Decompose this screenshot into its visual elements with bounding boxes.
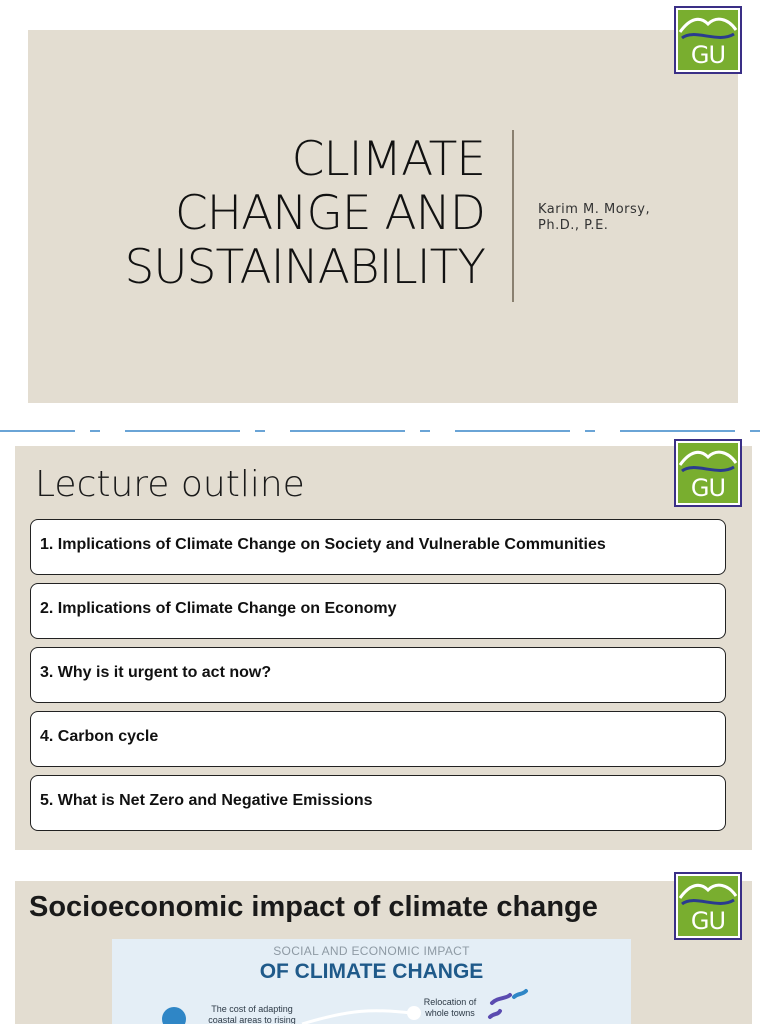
author-name: Karim M. Morsy,: [538, 202, 651, 217]
socioeconomic-slide: [15, 881, 752, 1024]
title-line-3: SUSTAINABILITY: [124, 240, 485, 295]
logo-text: GU: [690, 474, 726, 502]
socioeconomic-heading: Socioeconomic impact of climate change: [29, 891, 598, 923]
outline-item-4: 4. Carbon cycle: [30, 711, 726, 767]
infographic-caption-relocation: Relocation of whole towns: [423, 997, 477, 1018]
presentation-title: [65, 133, 485, 295]
gu-logo: [674, 6, 742, 74]
gu-logo: [674, 872, 742, 940]
infographic-caption-adapting: The cost of adapting coastal areas to rising: [208, 1004, 296, 1024]
slide-separator: [0, 430, 768, 432]
footprints-icon: [492, 995, 510, 1003]
climate-impact-infographic: [112, 939, 631, 1024]
water-drop-icon: [162, 1007, 186, 1024]
outline-item-1: 1. Implications of Climate Change on Society and Vulnerable Communities: [30, 519, 726, 575]
outline-heading: Lecture outline: [35, 464, 305, 505]
title-divider: [512, 130, 514, 302]
title-line-1: CLIMATE: [291, 132, 485, 187]
author-block: [538, 202, 650, 234]
logo-text: GU: [690, 41, 726, 69]
outline-item-3: 3. Why is it urgent to act now?: [30, 647, 726, 703]
author-credentials: Ph.D., P.E.: [538, 218, 609, 233]
infographic-art: [112, 939, 631, 1024]
infographic-subtitle: SOCIAL AND ECONOMIC IMPACT: [273, 944, 470, 958]
outline-item-2: 2. Implications of Climate Change on Economy: [30, 583, 726, 639]
logo-text: GU: [690, 907, 726, 935]
infographic-title: OF CLIMATE CHANGE: [259, 960, 484, 983]
outline-item-5: 5. What is Net Zero and Negative Emissions: [30, 775, 726, 831]
gu-logo: [674, 439, 742, 507]
title-line-2: CHANGE AND: [174, 186, 485, 241]
title-slide: [28, 30, 738, 403]
outline-slide: [15, 446, 752, 850]
